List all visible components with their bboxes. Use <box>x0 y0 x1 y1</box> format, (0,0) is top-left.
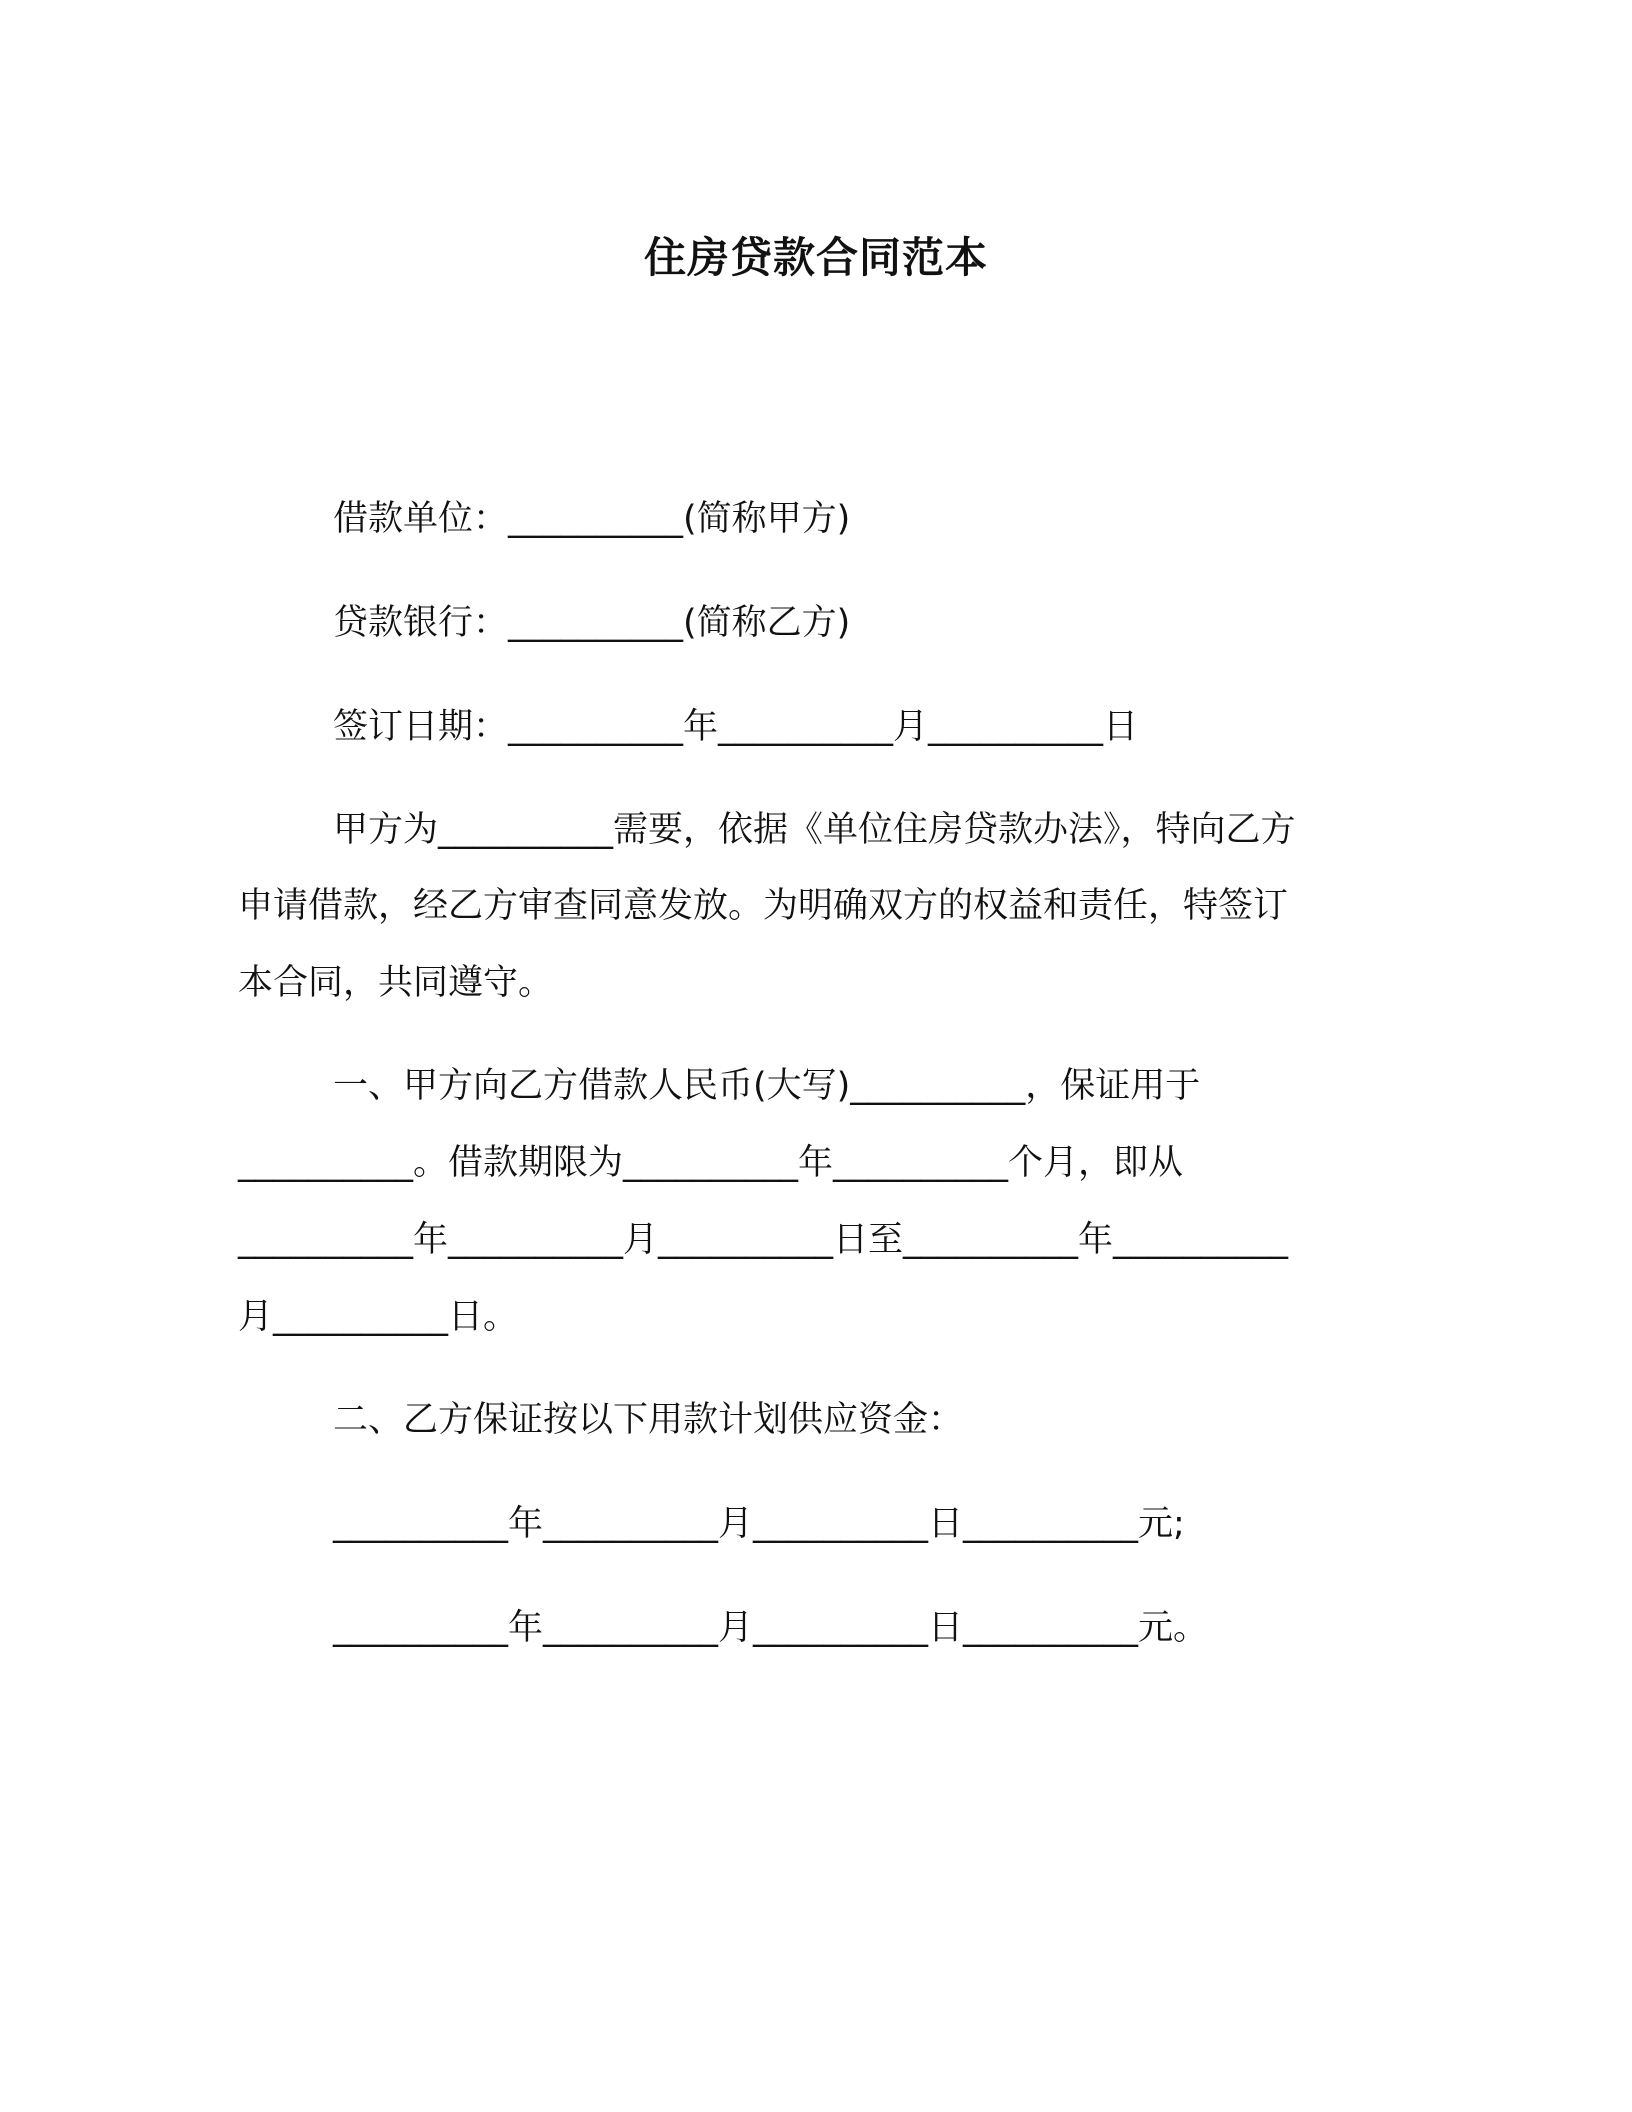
sign-date-field: 签订日期：__________年__________月__________日 <box>333 707 1139 747</box>
preamble-line-3: 本合同，共同遵守。 <box>238 963 554 1003</box>
borrower-field: 借款单位：__________(简称甲方) <box>333 499 851 539</box>
clause1-line-3: __________年__________月__________日至__________年__________ <box>238 1220 1289 1260</box>
clause1-line-4: 月__________日。 <box>238 1297 519 1337</box>
clause1-line-1: 一、甲方向乙方借款人民币(大写)__________，保证用于 <box>333 1066 1201 1106</box>
clause2-heading: 二、乙方保证按以下用款计划供应资金： <box>333 1400 964 1440</box>
clause1-line-2: __________。借款期限为__________年__________个月，即从 <box>238 1143 1184 1183</box>
preamble-line-2: 申请借款，经乙方审查同意发放。为明确双方的权益和责任，特签订 <box>238 886 1289 926</box>
bank-field: 贷款银行：__________(简称乙方) <box>333 603 851 643</box>
schedule-line-1: __________年__________月__________日__________元; <box>333 1504 1185 1544</box>
document-title: 住房贷款合同范本 <box>643 233 988 282</box>
schedule-line-2: __________年__________月__________日__________元。 <box>333 1608 1209 1648</box>
preamble-line-1: 甲方为__________需要，依据《单位住房贷款办法》，特向乙方 <box>333 810 1296 850</box>
